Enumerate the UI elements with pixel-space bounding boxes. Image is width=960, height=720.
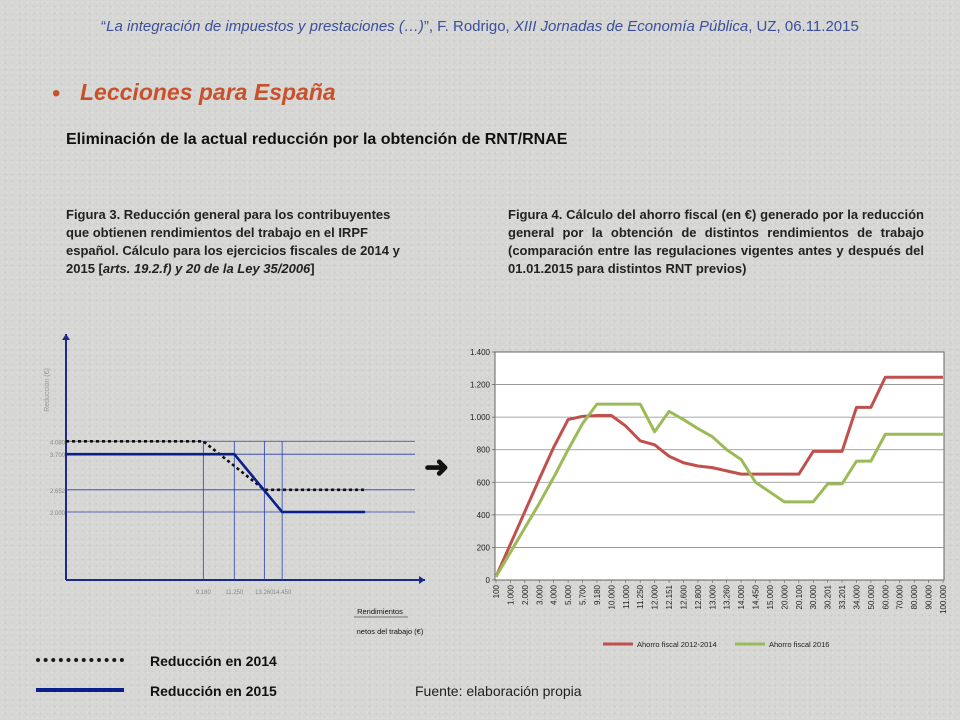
- legend-2015-label: Reducción en 2015: [150, 683, 277, 699]
- slide-subtitle: Eliminación de la actual reducción por la obtención de RNT/RNAE: [66, 131, 568, 148]
- bullet-icon: •: [52, 80, 61, 107]
- y-tick-label: 200: [476, 543, 490, 553]
- y-tick-label: 0: [485, 576, 490, 585]
- y-axis-arrow-icon: [62, 334, 70, 340]
- x-tick-label: 14.000: [737, 585, 747, 610]
- legend-2016-label: Ahorro fiscal 2016: [769, 640, 830, 649]
- figure3-caption: [66, 206, 402, 278]
- x-tick-label: 14.450: [751, 585, 761, 610]
- x-tick-label: 20.100: [794, 585, 804, 610]
- x-tick-label: 14.450: [272, 590, 292, 596]
- x-tick-label: 33.201: [838, 585, 848, 610]
- x-tick-label: 2.000: [520, 585, 530, 606]
- legend-2014-label: Reducción en 2014: [150, 653, 277, 669]
- x-tick-label: 9.180: [195, 590, 211, 596]
- citation-tail: , UZ, 06.11.2015: [748, 18, 859, 35]
- y-tick-label: 4.080: [49, 440, 65, 447]
- tax-saving-chart: [455, 338, 950, 658]
- reduction-chart: [40, 322, 440, 642]
- x-tick-label: 3.000: [535, 585, 545, 606]
- legend-2012-2014-label: Ahorro fiscal 2012-2014: [637, 640, 717, 649]
- y-tick-label: 2.000: [49, 511, 65, 517]
- y-tick-label: 3.700: [49, 453, 65, 460]
- x-tick-label: 11.000: [621, 585, 631, 609]
- figure3-caption-end: ]: [310, 261, 315, 276]
- series-2014-line: [66, 441, 365, 490]
- section-title: Lecciones para España: [80, 79, 336, 105]
- y-tick-label: 400: [476, 510, 490, 520]
- x-tick-label: 50.000: [866, 585, 876, 610]
- legend-2014-swatch: [36, 658, 124, 662]
- x-tick-label: 1.000: [506, 585, 516, 606]
- x-tick-label: 5.700: [578, 585, 588, 606]
- x-tick-label: 20.000: [780, 585, 790, 610]
- y-tick-label: 800: [476, 445, 490, 455]
- x-tick-label: 100: [492, 585, 501, 599]
- x-tick-label: 70.000: [895, 585, 905, 610]
- y-tick-label: 2.652: [49, 488, 65, 495]
- x-tick-label: 11.250: [636, 585, 646, 609]
- x-tick-label: 12.600: [679, 585, 689, 610]
- x-tick-label: 11.250: [225, 590, 244, 596]
- x-tick-label: 9.180: [592, 585, 602, 606]
- x-axis-label-line1: Rendimientos: [357, 607, 403, 616]
- x-tick-label: 13.260: [722, 585, 732, 610]
- source-note: Fuente: elaboración propia: [415, 683, 582, 699]
- figure3-caption-main: Figura 3. Reducción general para los contribuyentes que obtienen rendimientos del trabajo en el IRPF español. Cálculo para los ejercicios fiscales de 2014 y 2015 [: [66, 207, 400, 276]
- citation-title: La integración de impuestos y prestaciones (…): [106, 18, 424, 35]
- arrow-right-icon: ➜: [424, 451, 450, 484]
- x-tick-label: 60.000: [881, 585, 891, 610]
- x-tick-label: 100.000: [939, 585, 948, 614]
- y-tick-label: 600: [476, 478, 490, 488]
- x-tick-label: 4.000: [549, 585, 559, 606]
- quote-open: “: [101, 18, 107, 35]
- figure3-caption-italic: arts. 19.2.f) y 20 de la Ley 35/2006: [102, 261, 311, 276]
- x-axis-arrow-icon: [419, 576, 425, 584]
- y-tick-label: 1.400: [469, 348, 490, 357]
- x-tick-label: 34.000: [852, 585, 862, 610]
- x-tick-label: 12.000: [650, 585, 660, 610]
- y-tick-label: 1.000: [469, 413, 490, 423]
- x-tick-label: 90.000: [924, 585, 934, 610]
- plot-area: [495, 352, 944, 580]
- x-axis-label-line2: netos del trabajo (€): [356, 627, 424, 636]
- x-tick-label: 13.000: [708, 585, 718, 610]
- x-tick-label: 15.000: [765, 585, 775, 610]
- citation-event: XIII Jornadas de Economía Pública: [513, 18, 749, 35]
- x-tick-label: 12.151: [665, 585, 675, 610]
- citation-mid: ”, F. Rodrigo,: [423, 18, 514, 35]
- header-citation: [0, 18, 960, 35]
- series-2015-line: [66, 454, 365, 512]
- x-tick-label: 5.000: [564, 585, 574, 606]
- figure4-caption: Figura 4. Cálculo del ahorro fiscal (en €) generado por la reducción general por la obtención de distintos rendimientos de trabajo (comparación entre las regulaciones vigentes antes y después del 01.01.2015 para distintos RNT previos): [508, 207, 924, 276]
- x-tick-label: 30.000: [809, 585, 819, 610]
- y-tick-label: 1.200: [469, 380, 490, 390]
- x-tick-label: 10.000: [607, 585, 617, 610]
- y-axis-label: Reducción (€): [44, 368, 51, 412]
- x-tick-label: 13.260: [255, 590, 274, 596]
- x-tick-label: 80.000: [910, 585, 920, 610]
- x-tick-label: 12.800: [693, 585, 703, 610]
- legend-2015-swatch: [36, 688, 124, 692]
- x-tick-label: 30.201: [823, 585, 833, 610]
